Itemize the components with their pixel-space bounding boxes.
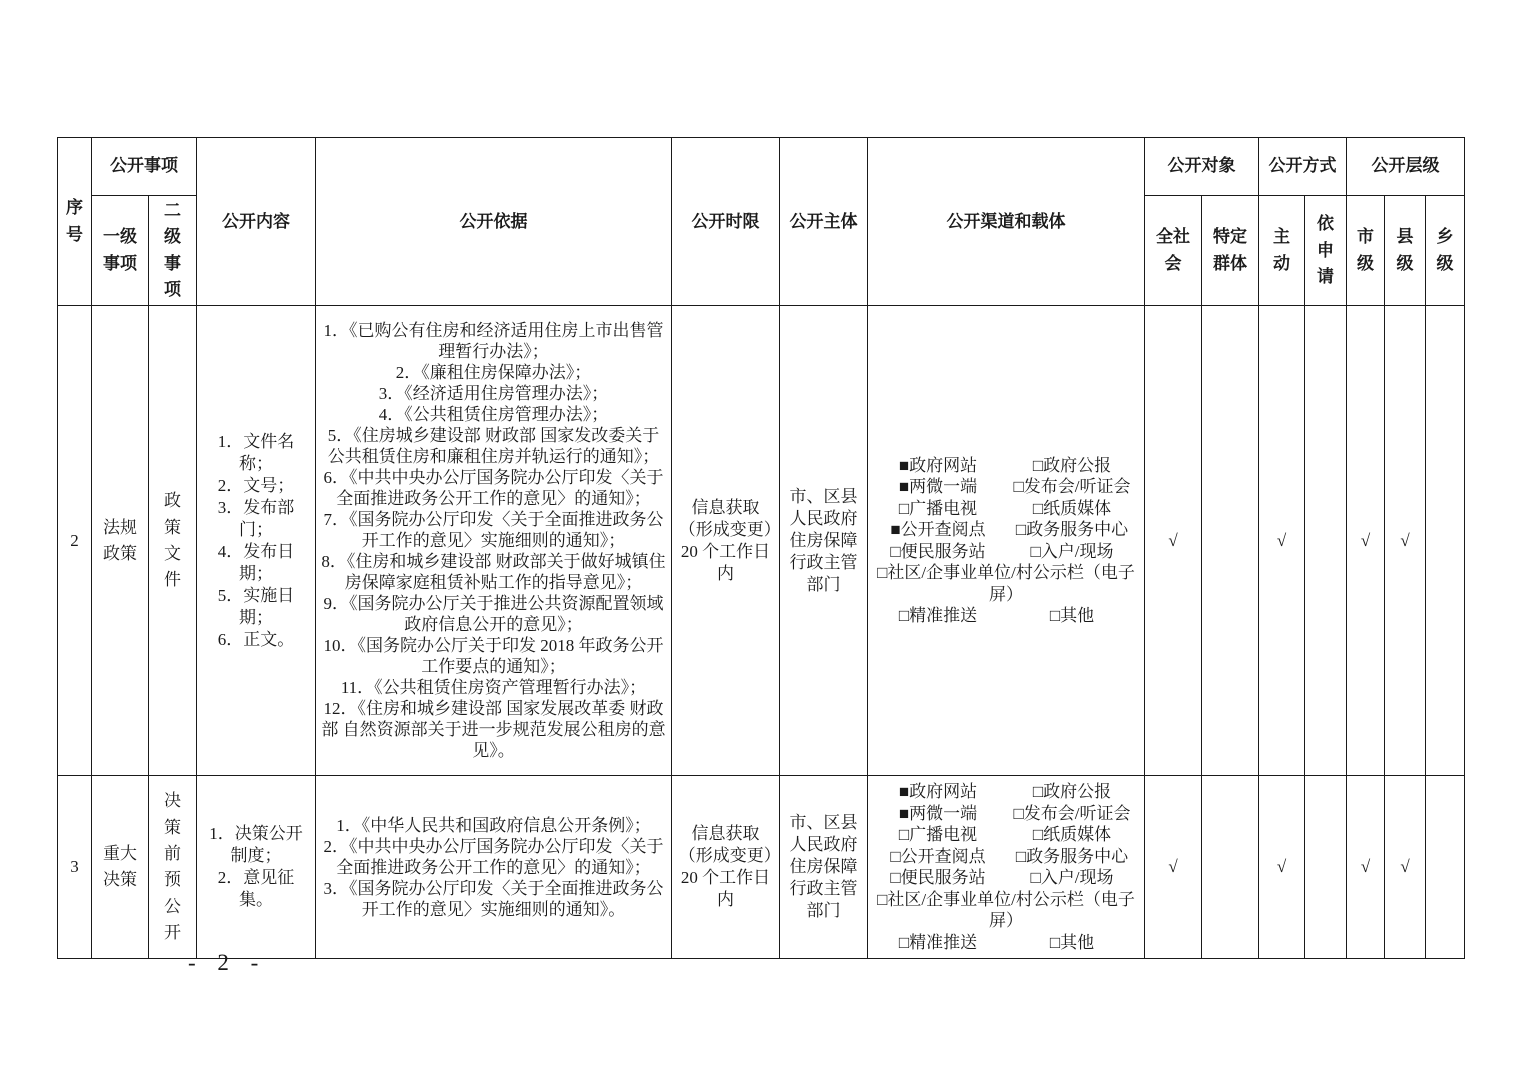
text-line: 3．《国务院办公厅印发〈关于全面推进政务公开工作的意见〉实施细则的通知》。 — [323, 878, 664, 919]
channel-item: □政府公报 — [1032, 782, 1112, 802]
cell-level1-text: 重大决策 — [103, 844, 137, 890]
header-level-township — [1426, 196, 1465, 306]
channel-item: □发布会/听证会 — [1013, 477, 1131, 497]
text-line: 5．《住房城乡建设部 财政部 国家发改委关于公共租赁住房和廉租住房并轨运行的通知》； — [327, 426, 660, 467]
channel-item: □入户/现场 — [1030, 868, 1114, 888]
cell-level1 — [92, 306, 149, 776]
channel-item: □纸质媒体 — [1032, 498, 1112, 518]
cell-level2-text: 政策文件 — [164, 491, 181, 590]
header-target-all-label: 全社会 — [1156, 227, 1190, 273]
header-level2 — [149, 196, 197, 306]
header-method-request-label: 依申请 — [1317, 214, 1334, 286]
text-line: 8．《住房和城乡建设部 财政部关于做好城镇住房保障家庭租赁补贴工作的指导意见》； — [321, 552, 666, 593]
channel-item: □广播电视 — [898, 498, 978, 518]
channel-line — [872, 455, 1140, 477]
text-line: 2．《廉租住房保障办法》； — [395, 363, 592, 383]
channel-item: □纸质媒体 — [1032, 825, 1112, 845]
cell-level2-text: 决策前预公开 — [164, 791, 181, 943]
text-line: 1．《已购公有住房和经济适用住房上市出售管理暂行办法》； — [323, 321, 664, 362]
channel-item: □入户/现场 — [1030, 541, 1114, 561]
header-group-items: 公开事项 — [92, 138, 197, 196]
header-time-limit: 公开时限 — [672, 138, 780, 306]
cell-level2 — [149, 776, 197, 959]
header-basis: 公开依据 — [316, 138, 672, 306]
channel-item: □发布会/听证会 — [1013, 803, 1131, 823]
cell-check-target-all: √ — [1145, 306, 1202, 776]
text-line: 4．发布日期； — [217, 541, 295, 583]
cell-check-method-request — [1305, 306, 1347, 776]
header-level-township-label: 乡级 — [1436, 227, 1454, 273]
channel-item: □便民服务站 — [890, 868, 986, 888]
text-line: 5．实施日期； — [217, 585, 295, 627]
text-line: 1．《中华人民共和国政府信息公开条例》； — [336, 815, 651, 835]
header-group-method: 公开方式 — [1259, 138, 1347, 196]
cell-content — [197, 776, 316, 959]
channel-line — [872, 519, 1140, 541]
header-target-specific — [1202, 196, 1259, 306]
channel-item: □社区/企事业单位/村公示栏（电子屏） — [877, 563, 1135, 604]
channel-line — [872, 803, 1140, 825]
cell-check-target-specific — [1202, 306, 1259, 776]
channel-item: ■公开查阅点 — [890, 520, 986, 540]
channel-item: □政府公报 — [1032, 455, 1112, 475]
channel-item: □广播电视 — [898, 825, 978, 845]
text-line: 1．文件名称； — [217, 431, 295, 473]
text-line: 9．《国务院办公厅关于推进公共资源配置领域政府信息公开的意见》； — [323, 594, 664, 635]
cell-check-method-active: √ — [1259, 776, 1305, 959]
cell-level2 — [149, 306, 197, 776]
header-method-active-label: 主动 — [1273, 227, 1290, 273]
cell-basis — [316, 776, 672, 959]
header-level-county — [1385, 196, 1426, 306]
cell-check-level-township — [1426, 776, 1465, 959]
cell-check-target-specific — [1202, 776, 1259, 959]
channel-line — [872, 498, 1140, 520]
cell-basis — [316, 306, 672, 776]
cell-index: 2 — [58, 306, 92, 776]
header-level1 — [92, 196, 149, 306]
cell-level1 — [92, 776, 149, 959]
text-line: 2．《中共中央办公厅国务院办公厅印发〈关于全面推进政务公开工作的意见〉的通知》； — [323, 836, 664, 877]
header-content: 公开内容 — [197, 138, 316, 306]
text-line: 3．《经济适用住房管理办法》； — [378, 384, 609, 404]
channel-item: □政务服务中心 — [1015, 520, 1129, 540]
channel-item: □其他 — [1049, 932, 1095, 952]
cell-check-level-county: √ — [1385, 776, 1426, 959]
header-level1-label: 一级事项 — [103, 227, 137, 273]
cell-time-limit: 信息获取（形成变更）20 个工作日内 — [672, 776, 780, 959]
channel-item: ■两微一端 — [898, 477, 978, 497]
channel-line — [872, 476, 1140, 498]
cell-check-level-county: √ — [1385, 306, 1426, 776]
channel-line — [872, 932, 1140, 954]
header-level-city-label: 市级 — [1357, 227, 1374, 273]
cell-check-method-request — [1305, 776, 1347, 959]
channel-item: □精准推送 — [898, 606, 978, 626]
channel-item: ■政府网站 — [898, 782, 978, 802]
header-level-city — [1347, 196, 1385, 306]
header-subject: 公开主体 — [780, 138, 868, 306]
channel-item: ■两微一端 — [898, 803, 978, 823]
cell-level1-text: 法规政策 — [103, 517, 137, 563]
channel-item: □精准推送 — [898, 932, 978, 952]
channel-line — [872, 781, 1140, 803]
cell-subject: 市、区县人民政府住房保障行政主管部门 — [780, 776, 868, 959]
channel-line — [872, 605, 1140, 627]
header-group-target: 公开对象 — [1145, 138, 1259, 196]
header-channels: 公开渠道和载体 — [868, 138, 1145, 306]
cell-check-level-city: √ — [1347, 306, 1385, 776]
channel-item: □社区/企事业单位/村公示栏（电子屏） — [877, 889, 1135, 931]
text-line: 4．《公共租赁住房管理办法》； — [378, 405, 609, 425]
cell-check-method-active: √ — [1259, 306, 1305, 776]
cell-channels — [868, 306, 1145, 776]
table-row — [58, 306, 1465, 776]
page-number: - 2 - — [188, 950, 267, 975]
cell-time-limit: 信息获取（形成变更）20 个工作日内 — [672, 306, 780, 776]
disclosure-table — [57, 137, 1465, 959]
header-level2-label: 二级事项 — [164, 201, 181, 300]
text-line: 7．《国务院办公厅印发〈关于全面推进政务公开工作的意见〉实施细则的通知》； — [323, 510, 664, 551]
cell-check-level-city: √ — [1347, 776, 1385, 959]
channel-item: □公开查阅点 — [890, 846, 986, 866]
header-index-label: 序号 — [66, 198, 83, 244]
text-line: 2．文号； — [217, 475, 295, 495]
channel-item: □其他 — [1049, 606, 1095, 626]
table-row — [58, 776, 1465, 959]
channel-item: ■政府网站 — [898, 455, 978, 475]
header-index — [58, 138, 92, 306]
cell-index: 3 — [58, 776, 92, 959]
text-line: 2．意见征集。 — [217, 868, 295, 910]
header-group-level: 公开层级 — [1347, 138, 1465, 196]
cell-check-target-all: √ — [1145, 776, 1202, 959]
header-level-county-label: 县级 — [1396, 227, 1414, 273]
channel-line — [872, 824, 1140, 846]
header-target-all — [1145, 196, 1202, 306]
header-method-request — [1305, 196, 1347, 306]
channel-line — [872, 541, 1140, 563]
text-line: 11．《公共租赁住房资产管理暂行办法》； — [340, 678, 647, 698]
header-target-specific-label: 特定群体 — [1213, 227, 1247, 273]
cell-check-level-township — [1426, 306, 1465, 776]
header-row-groups — [58, 138, 1465, 196]
channel-item: □便民服务站 — [890, 541, 986, 561]
cell-content — [197, 306, 316, 776]
text-line: 6．正文。 — [217, 629, 295, 649]
text-line: 3．发布部门； — [217, 497, 295, 539]
channel-line — [872, 846, 1140, 868]
channel-line — [872, 867, 1140, 889]
text-line: 12．《住房和城乡建设部 国家发展改革委 财政部 自然资源部关于进一步规范发展公租房的意见》。 — [321, 699, 666, 761]
text-line: 10．《国务院办公厅关于印发 2018 年政务公开工作要点的通知》； — [323, 636, 664, 677]
header-method-active — [1259, 196, 1305, 306]
cell-channels — [868, 776, 1145, 959]
channel-item: □政务服务中心 — [1015, 846, 1129, 866]
text-line: 6．《中共中央办公厅国务院办公厅印发〈关于全面推进政务公开工作的意见〉的通知》； — [323, 468, 664, 509]
cell-subject: 市、区县人民政府住房保障行政主管部门 — [780, 306, 868, 776]
text-line: 1．决策公开制度； — [209, 824, 303, 866]
